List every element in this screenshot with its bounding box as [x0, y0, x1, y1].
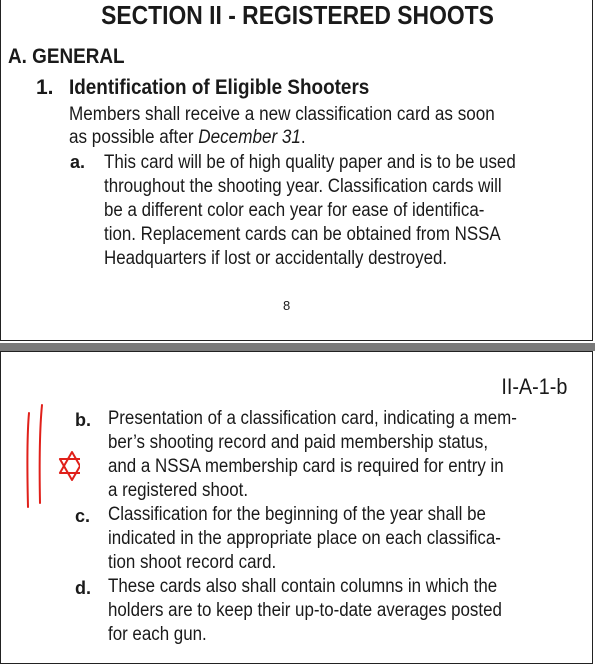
- item-a-line-3: be a different color each year for ease of identifica-: [104, 200, 485, 221]
- section-reference: II-A-1-b: [500, 374, 567, 399]
- item-b-line-2: ber’s shooting record and paid membership status,: [108, 432, 489, 453]
- intro-line-1: Members shall receive a new classification card as soon: [69, 104, 495, 125]
- item-d-line-3: for each gun.: [108, 624, 207, 645]
- item-c-line-3: tion shoot record card.: [108, 552, 277, 573]
- item-c-letter: c.: [75, 506, 91, 526]
- section-title: SECTION II - REGISTERED SHOOTS: [101, 0, 494, 30]
- page-separator: [0, 343, 595, 351]
- item-c-line-1: Classification for the beginning of the year shall be: [108, 504, 486, 525]
- intro-line-2-text: as possible after: [69, 127, 199, 148]
- item-d-line-2: holders are to keep their up-to-date averages posted: [108, 600, 502, 621]
- item-a-line-2: throughout the shooting year. Classification cards will: [104, 176, 502, 197]
- intro-end: .: [300, 127, 306, 148]
- item-b-letter: b.: [75, 410, 91, 430]
- intro-date: December 31: [198, 127, 301, 148]
- item-d-letter: d.: [75, 578, 91, 598]
- item-a-line-1: This card will be of high quality paper and is to be used: [104, 152, 516, 173]
- item-b-line-3: and a NSSA membership card is required for entry in: [108, 456, 504, 477]
- subsection-heading: A. GENERAL: [8, 45, 125, 68]
- item-a-line-4: tion. Replacement cards can be obtained from NSSA: [104, 224, 501, 245]
- item-d-line-1: These cards also shall contain columns in which the: [108, 576, 498, 597]
- item-b-line-1: Presentation of a classification card, indicating a mem-: [108, 408, 517, 429]
- item-a-line-5: Headquarters if lost or accidentally destroyed.: [104, 248, 448, 269]
- item-b-line-4: a registered shoot.: [108, 480, 249, 501]
- item-c-line-2: indicated in the appropriate place on each classifica-: [108, 528, 501, 549]
- red-annotation: [0, 395, 80, 520]
- page-number: 8: [283, 298, 291, 313]
- item-title: Identification of Eligible Shooters: [69, 76, 370, 99]
- item-a-letter: a.: [70, 152, 86, 172]
- star-of-david-icon: [60, 452, 80, 480]
- annotation-line-right: [40, 405, 42, 503]
- annotation-line-left: [27, 413, 29, 507]
- intro-line-2: [69, 127, 306, 149]
- item-number: 1.: [36, 76, 54, 99]
